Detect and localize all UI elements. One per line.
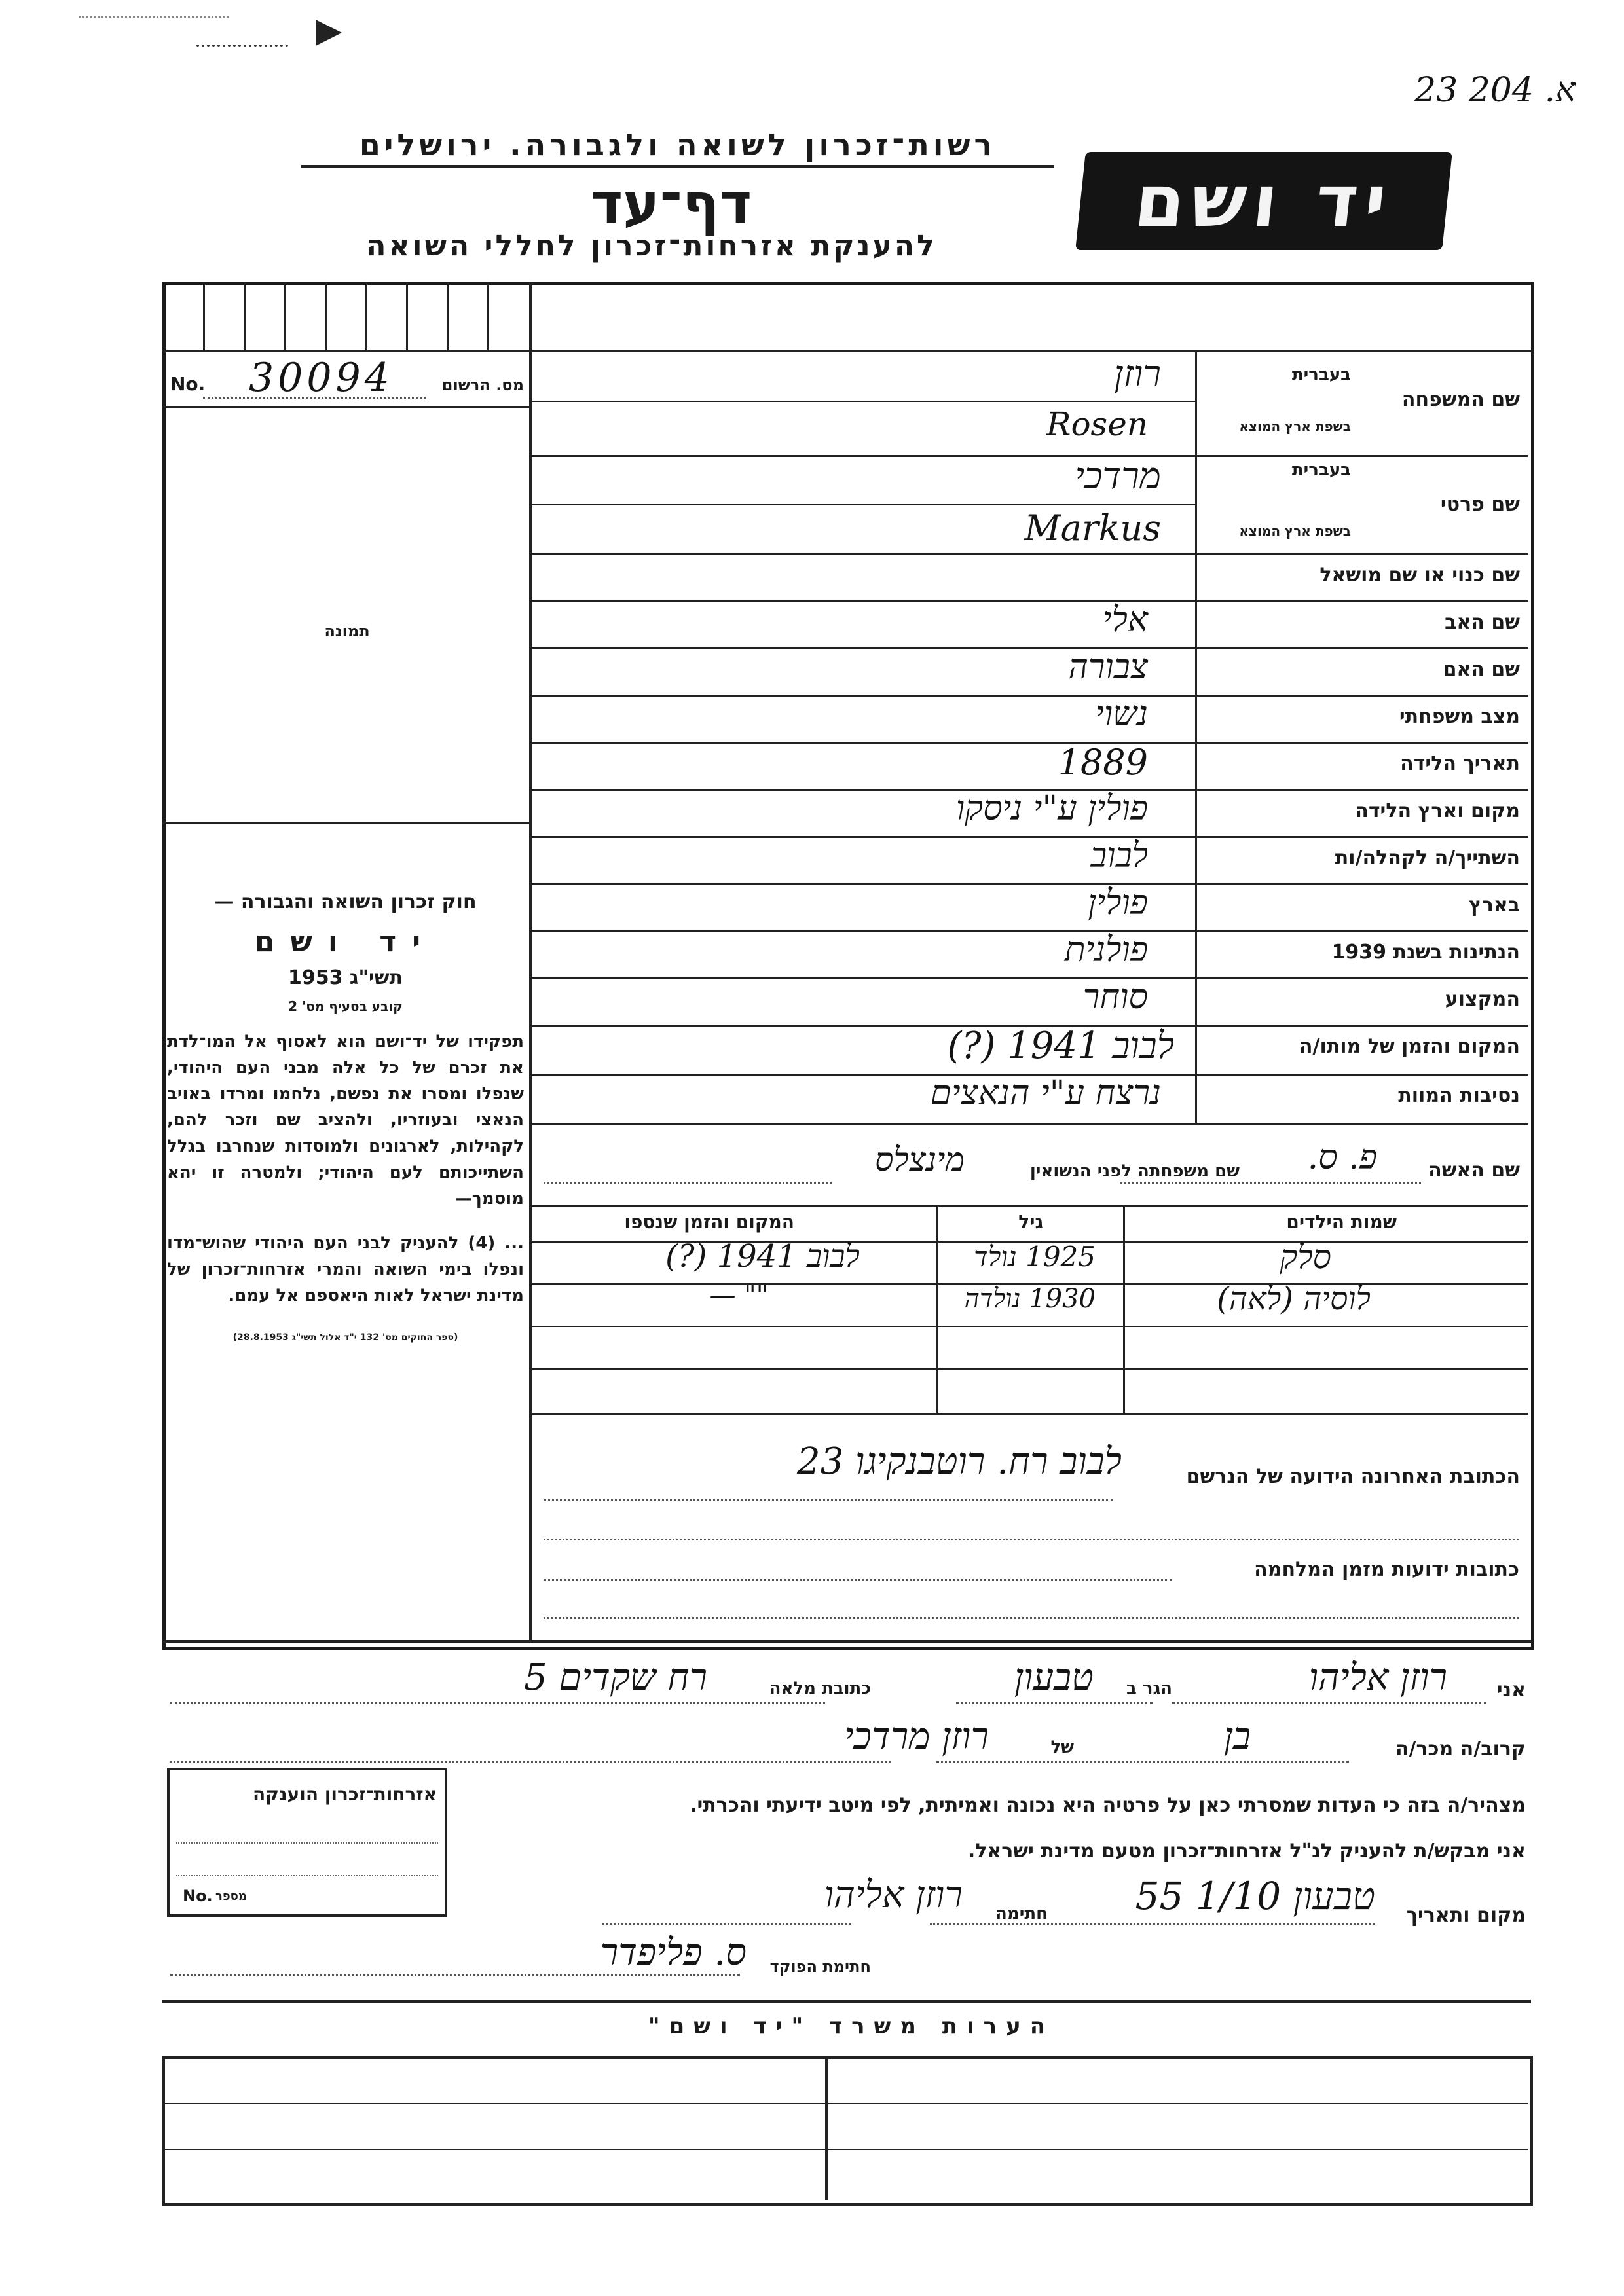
law-year: תשי"ג 1953 bbox=[287, 966, 403, 989]
field-family-name-label: שם המשפחה bbox=[1401, 388, 1520, 411]
row-community-value: לבוב bbox=[1090, 836, 1148, 875]
child-2-place: "" — bbox=[709, 1281, 768, 1311]
declarant-city: טבעון bbox=[1014, 1656, 1094, 1699]
box-line bbox=[176, 1875, 438, 1876]
declarant-name: רוזן אליהו bbox=[1308, 1656, 1447, 1699]
row-wife bbox=[529, 1133, 1528, 1198]
address-line bbox=[544, 1499, 1113, 1501]
child-1-age: 1925 נולד bbox=[974, 1241, 1096, 1273]
wife-label: שם האשה bbox=[1428, 1159, 1520, 1182]
children-header-place: המקום והזמן שנספו bbox=[624, 1211, 794, 1233]
child-1-place: לבוב 1941 (?) bbox=[665, 1238, 860, 1275]
section-divider bbox=[162, 1640, 1531, 1643]
relative-label: קרוב/ה מכר/ה bbox=[1395, 1738, 1526, 1760]
office-remarks-title: הערות משרד "יד ושם" bbox=[648, 2013, 1055, 2039]
row-mother-value: צבורה bbox=[1068, 647, 1148, 687]
citizenship-box-title: אזרחות־זכרון הוענקה bbox=[253, 1783, 437, 1805]
registration-no-prefix: No. bbox=[170, 373, 206, 395]
child-2-age: 1930 נולדה bbox=[964, 1284, 1096, 1314]
wife-value: פ. ס. bbox=[1307, 1138, 1377, 1177]
resides-label: הגר ב bbox=[1126, 1679, 1172, 1698]
declarant-line-2 bbox=[164, 1715, 1526, 1768]
field-family-name bbox=[529, 350, 1528, 455]
law-title: חוק זכרון השואה והגבורה — bbox=[214, 890, 477, 913]
field-first-name-label: שם פרטי bbox=[1440, 493, 1520, 516]
row-death-circumstances-value: נרצח ע"י הנאצים bbox=[930, 1074, 1161, 1113]
declarant-line-sign bbox=[589, 1872, 1526, 1931]
row-alias bbox=[529, 553, 1528, 600]
authority-line: רשות־זכרון לשואה ולגבורה. ירושלים bbox=[301, 127, 1054, 168]
declarant-line-1 bbox=[164, 1656, 1526, 1709]
grid-tick bbox=[284, 282, 286, 350]
law-text: תפקידו של יד־ושם הוא לאסוף אל המו־לדת את זכרם של כל אלה מבני העם היהודי, שנפלו ומסרו את נפשם, נלחמו ומרדו באויב הנאצי ובעוזריו, ולהציב שם וזכר להם, לקהילות, לארגונים ולמוסדות שנחרבו בגלל השתייכותם לעם היהודי; ולמטרה זו יהא מוסמך— bbox=[167, 1032, 524, 1209]
wife-maiden-line bbox=[544, 1182, 832, 1184]
row-birthdate bbox=[529, 742, 1528, 789]
signature-value: רוזן אליהו bbox=[824, 1874, 963, 1916]
last-address-value: לבוב רח. רוטבנקיגו 23 bbox=[797, 1440, 1122, 1483]
row-birthdate-value: 1889 bbox=[1058, 742, 1148, 783]
declarant-of-name: רוזן מרדכי bbox=[843, 1715, 989, 1758]
row-line bbox=[529, 1123, 1528, 1125]
child-row-2 bbox=[529, 1283, 1528, 1326]
signature-label: חתימה bbox=[995, 1904, 1048, 1923]
row-birthplace-value: פולין ע"י ניסקו bbox=[955, 789, 1148, 828]
citizenship-box-number-label: מספר bbox=[215, 1889, 247, 1903]
field-first-name-sub1: בעברית bbox=[1291, 460, 1351, 480]
registration-no bbox=[170, 355, 524, 406]
row-death-circumstances-label: נסיבות המוות bbox=[1398, 1084, 1520, 1107]
row-country-label: בארץ bbox=[1468, 894, 1520, 917]
yad-vashem-logo bbox=[1075, 152, 1452, 250]
declarant-relation: בן bbox=[1223, 1715, 1251, 1758]
dl bbox=[1172, 1702, 1486, 1704]
wife-maiden-label: שם משפחתה לפני הנשואין bbox=[1029, 1161, 1240, 1181]
row-country-value: פולין bbox=[1088, 883, 1148, 922]
scan-noise bbox=[79, 16, 229, 23]
field-family-name-value1: רוזן bbox=[1114, 353, 1161, 395]
row-father-value: אלי bbox=[1102, 600, 1148, 640]
field-first-name-sub2: בשפת ארץ המוצא bbox=[1239, 523, 1351, 539]
grid-tick bbox=[203, 282, 205, 350]
remarks-frame bbox=[162, 2056, 1533, 2206]
grid-tick bbox=[406, 282, 408, 350]
row-death-place-label: המקום והזמן של מותו/ה bbox=[1299, 1035, 1520, 1058]
row-alias-label: שם כנוי או שם מושאל bbox=[1320, 564, 1520, 587]
citizenship-box-no: No. bbox=[183, 1887, 213, 1905]
declarant-address: רח שקדים 5 bbox=[523, 1656, 707, 1699]
row-community bbox=[529, 836, 1528, 883]
remarks-top bbox=[162, 2000, 1531, 2003]
declaration-text: מצהיר/ה בזה כי העדות שמסרתי כאן על פרטיה היא נכונה ואמיתית, לפי מיטב ידיעתי והכרתי. bbox=[690, 1794, 1526, 1817]
place-date-value: טבעון 1/10 55 bbox=[1135, 1874, 1375, 1918]
photo-label: תמונה bbox=[324, 622, 370, 640]
remarks-line bbox=[162, 2149, 1528, 2150]
row-community-label: השתייך/ה לקהלה/ות bbox=[1335, 847, 1520, 869]
row-nationality-value: פולנית bbox=[1064, 930, 1148, 970]
wife-line bbox=[1120, 1182, 1421, 1184]
row-father-label: שם האב bbox=[1445, 611, 1520, 634]
request-text: אני מבקש/ת להעניק לנ"ל אזרחות־זכרון מטעם מדינת ישראל. bbox=[967, 1840, 1526, 1863]
row-marital-value: נשוי bbox=[1095, 695, 1148, 734]
child-1-name: סלק bbox=[1280, 1238, 1331, 1276]
law-block bbox=[167, 890, 524, 1343]
of-label: של bbox=[1050, 1738, 1074, 1757]
registration-no-label: מס. הרשום bbox=[441, 376, 524, 394]
dl bbox=[170, 1702, 825, 1704]
row-death-place bbox=[529, 1025, 1528, 1074]
grid-tick bbox=[244, 282, 246, 350]
officer-label: חתימת הפוקד bbox=[769, 1958, 871, 1976]
row-birthplace-label: מקום וארץ הלידה bbox=[1355, 799, 1520, 822]
law-clause: קובע בסעיף מס' 2 bbox=[288, 998, 403, 1014]
wife-maiden-value: מינצלס bbox=[874, 1140, 965, 1178]
registration-line bbox=[203, 397, 426, 399]
dl bbox=[936, 1761, 1349, 1763]
scan-dots bbox=[196, 45, 288, 54]
last-address-label: הכתובת האחרונה הידועה של הנרשם bbox=[1186, 1465, 1520, 1488]
law-text-2: ... (4) להעניק לבני העם היהודי שהוש־מדו ונפלו בימי השואה והמרי אזרחות־זכרון של מדינת ישראל לאות היאספם אל עמם. bbox=[167, 1233, 524, 1305]
row-nationality bbox=[529, 930, 1528, 977]
child-row-1 bbox=[529, 1238, 1528, 1283]
scan-arrow-mark bbox=[316, 20, 342, 46]
grid-tick bbox=[447, 282, 449, 350]
dl bbox=[956, 1702, 1153, 1704]
children-bottom bbox=[529, 1413, 1528, 1415]
row-birthplace bbox=[529, 789, 1528, 836]
wartime-line bbox=[544, 1579, 1172, 1581]
registration-no-value: 30094 bbox=[249, 355, 394, 401]
children-header bbox=[529, 1205, 1528, 1241]
citizenship-box bbox=[167, 1768, 447, 1917]
child-2-name: לוסיה (לאה) bbox=[1217, 1281, 1371, 1317]
row-marital bbox=[529, 695, 1528, 742]
box-line bbox=[176, 1842, 438, 1844]
field-first-name bbox=[529, 455, 1528, 560]
ani-label: אני bbox=[1496, 1679, 1526, 1702]
photo-box-bottom bbox=[162, 822, 529, 824]
dl bbox=[930, 1923, 1375, 1925]
row-line bbox=[529, 401, 1195, 402]
field-family-name-value2: Rosen bbox=[1046, 405, 1148, 443]
grid-tick bbox=[487, 282, 489, 350]
row-profession-label: המקצוע bbox=[1445, 988, 1520, 1011]
dl bbox=[602, 1923, 851, 1925]
place-date-label: מקום ותאריך bbox=[1406, 1904, 1526, 1927]
law-name: יד ושם bbox=[254, 925, 437, 958]
row-birthdate-label: תאריך הלידה bbox=[1400, 752, 1520, 775]
child-row-3 bbox=[529, 1326, 1528, 1368]
field-family-name-sub1: בעברית bbox=[1291, 365, 1351, 384]
children-header-age: גיל bbox=[1018, 1211, 1043, 1233]
child-row-4 bbox=[529, 1368, 1528, 1411]
law-citation: (ספר החוקים מס' 132 י"ד אלול תשי"ג 28.8.1953) bbox=[232, 1332, 458, 1343]
children-header-names: שמות הילדים bbox=[1286, 1211, 1397, 1233]
remarks-divider bbox=[825, 2056, 828, 2200]
row-mother bbox=[529, 647, 1528, 695]
row-death-place-value: לבוב 1941 (?) bbox=[947, 1025, 1174, 1067]
dl bbox=[170, 1761, 891, 1763]
field-first-name-value2: Markus bbox=[1024, 507, 1161, 549]
photo-box-top bbox=[162, 406, 529, 408]
address-full-label: כתובת מלאה bbox=[769, 1679, 871, 1698]
grid-tick bbox=[365, 282, 367, 350]
address-line-2 bbox=[544, 1539, 1519, 1540]
remarks-line bbox=[162, 2103, 1528, 2104]
row-mother-label: שם האם bbox=[1443, 658, 1520, 681]
form-title: דף־עד bbox=[590, 172, 752, 236]
row-death-circumstances bbox=[529, 1074, 1528, 1123]
form-subtitle: להענקת אזרחות־זכרון לחללי השואה bbox=[366, 229, 937, 263]
grid-tick bbox=[325, 282, 327, 350]
yad-vashem-logo-text: יד ושם bbox=[1130, 159, 1397, 243]
dl bbox=[170, 1974, 740, 1976]
row-profession-value: סוחר bbox=[1082, 977, 1148, 1017]
corner-note: 23 א. 204 bbox=[1414, 71, 1576, 110]
field-family-name-sub2: בשפת ארץ המוצא bbox=[1239, 418, 1351, 434]
row-nationality-label: הנתינות בשנת 1939 bbox=[1331, 941, 1520, 964]
wartime-line-2 bbox=[544, 1617, 1519, 1619]
wartime-label: כתובות ידועות מזמן המלחמה bbox=[1254, 1558, 1519, 1581]
last-address bbox=[529, 1434, 1528, 1506]
row-father bbox=[529, 600, 1528, 647]
officer-line bbox=[164, 1931, 871, 1984]
row-marital-label: מצב משפחתי bbox=[1399, 705, 1520, 728]
row-profession bbox=[529, 977, 1528, 1025]
field-first-name-value1: מרדכי bbox=[1075, 455, 1161, 498]
officer-value: ס. פליפדר bbox=[600, 1931, 747, 1974]
row-country bbox=[529, 883, 1528, 930]
row-line bbox=[529, 504, 1195, 505]
